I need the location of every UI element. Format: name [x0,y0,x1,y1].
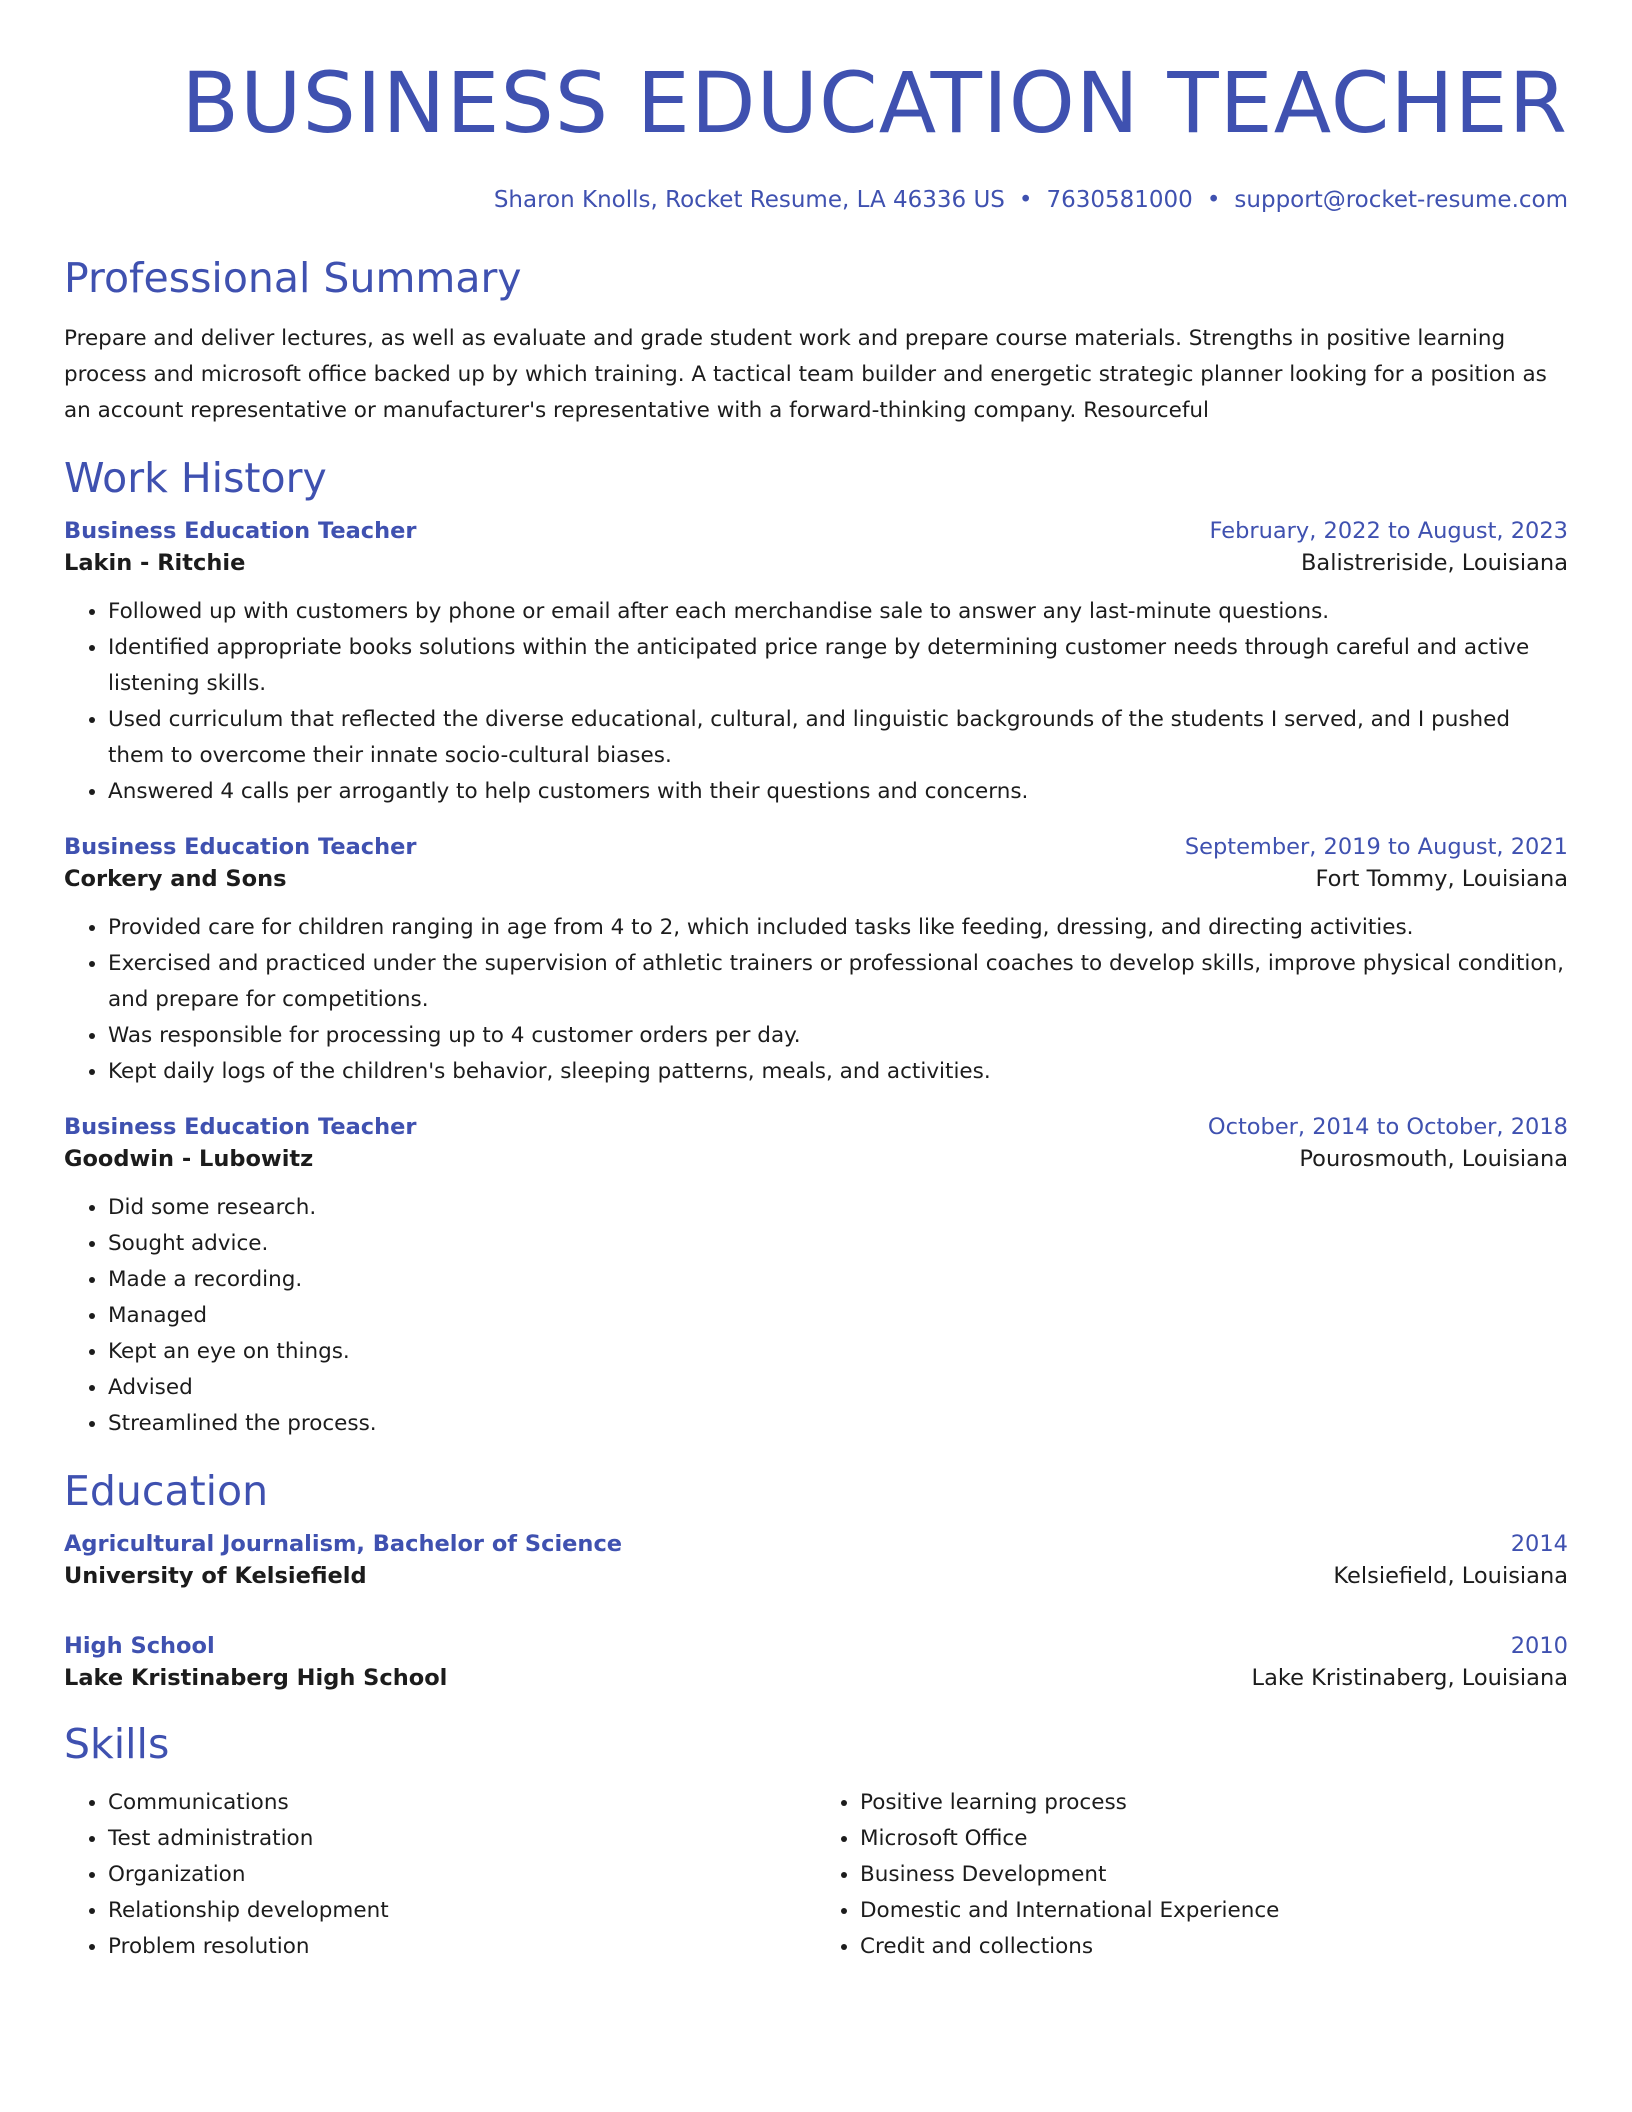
job-company: Lakin - Ritchie [64,550,246,576]
job-bullet: • Managed [108,1298,1568,1334]
education-org-row [64,1559,1568,1593]
job-bullet: • Used curriculum that reflected the diverse educational, cultural, and linguistic backgrounds of the students I served, and I pushed them to overcome their innate socio-cultural biases. [108,702,1568,774]
contact-separator: • [1206,187,1221,213]
job-bullet: • Sought advice. [108,1226,1568,1262]
job-bullet: • Identified appropriate books solutions within the anticipated price range by determining customer needs through careful and active listening skills. [108,630,1568,702]
education-location: Kelsiefield, Louisiana [1333,1563,1568,1589]
job-org-row [64,862,1568,896]
section-title-education: Education [64,1467,269,1515]
work-history-section [64,453,1568,1442]
job-location: Fort Tommy, Louisiana [1315,866,1568,892]
skills-column-right [816,1785,1568,1965]
section-title-work-history: Work History [64,454,327,502]
contact-line [64,185,1568,215]
contact-email: support@rocket-resume.com [1234,187,1568,213]
job-bullet: • Provided care for children ranging in age from 4 to 2, which included tasks like feeding, dressing, and directing activities. [108,910,1568,946]
education-entry [64,1631,1568,1695]
education-org-row [64,1661,1568,1695]
job-org-row [64,546,1568,580]
job-title: Business Education Teacher [64,1114,417,1140]
job-bullet: • Answered 4 calls per arrogantly to help customers with their questions and concerns. [108,774,1568,810]
skill-item: • Positive learning process [860,1785,1568,1821]
skill-item: • Problem resolution [108,1929,816,1965]
education-year: 2014 [1510,1531,1568,1557]
summary-section [64,253,1568,429]
job-dates: September, 2019 to August, 2021 [1184,834,1568,860]
skill-item: • Microsoft Office [860,1821,1568,1857]
summary-text: Prepare and deliver lectures, as well as evaluate and grade student work and prepare course materials. Strengths in positive learning process and microsoft office backed up by which training. A tactical team builder and energetic strategic planner looking for a position as an account representative or manufacturer's representative with a forward-thinking company. Resourceful [64,326,1547,423]
job-entry [64,516,1568,810]
skills-section [64,1719,1568,1965]
skill-item: • Test administration [108,1821,816,1857]
contact-address: Sharon Knolls, Rocket Resume, LA 46336 US [493,187,1005,213]
job-header [64,1112,1568,1142]
job-location: Balistreriside, Louisiana [1300,550,1568,576]
job-location: Pourosmouth, Louisiana [1299,1146,1568,1172]
resume-name-heading: BUSINESS EDUCATION TEACHER [181,54,1568,152]
education-header [64,1529,1568,1559]
skill-item: • Credit and collections [860,1929,1568,1965]
job-entry [64,1112,1568,1442]
job-bullet: • Followed up with customers by phone or email after each merchandise sale to answer any last-minute questions. [108,594,1568,630]
education-year: 2010 [1510,1633,1568,1659]
contact-phone: 7630581000 [1046,187,1193,213]
job-title: Business Education Teacher [64,834,417,860]
education-entry [64,1529,1568,1593]
education-location: Lake Kristinaberg, Louisiana [1251,1665,1568,1691]
job-bullets [64,1190,1568,1442]
job-bullet: • Kept daily logs of the children's behavior, sleeping patterns, meals, and activities. [108,1054,1568,1090]
job-bullet: • Exercised and practiced under the supervision of athletic trainers or professional coaches to develop skills, improve physical condition, and prepare for competitions. [108,946,1568,1018]
education-section [64,1466,1568,1695]
skill-item: • Domestic and International Experience [860,1893,1568,1929]
education-degree: High School [64,1633,215,1659]
job-bullet: • Made a recording. [108,1262,1568,1298]
skills-grid [64,1785,1568,1965]
job-header [64,832,1568,862]
job-dates: February, 2022 to August, 2023 [1209,518,1568,544]
education-header [64,1631,1568,1661]
job-header [64,516,1568,546]
skill-item: • Relationship development [108,1893,816,1929]
education-school: University of Kelsiefield [64,1563,367,1589]
job-bullet: • Was responsible for processing up to 4 customer orders per day. [108,1018,1568,1054]
job-bullet: • Advised [108,1370,1568,1406]
section-title-skills: Skills [64,1720,170,1768]
job-company: Goodwin - Lubowitz [64,1146,314,1172]
job-company: Corkery and Sons [64,866,287,892]
education-school: Lake Kristinaberg High School [64,1665,448,1691]
skills-column-left [64,1785,816,1965]
job-bullet: • Did some research. [108,1190,1568,1226]
skill-item: • Communications [108,1785,816,1821]
job-bullet: • Kept an eye on things. [108,1334,1568,1370]
skill-item: • Organization [108,1857,816,1893]
job-org-row [64,1142,1568,1176]
skill-item: • Business Development [860,1857,1568,1893]
job-bullets [64,594,1568,810]
job-dates: October, 2014 to October, 2018 [1207,1114,1568,1140]
contact-separator: • [1018,187,1033,213]
job-bullet: • Streamlined the process. [108,1406,1568,1442]
job-title: Business Education Teacher [64,518,417,544]
section-title-summary: Professional Summary [64,254,522,302]
education-degree: Agricultural Journalism, Bachelor of Science [64,1531,623,1557]
job-entry [64,832,1568,1090]
job-bullets [64,910,1568,1090]
